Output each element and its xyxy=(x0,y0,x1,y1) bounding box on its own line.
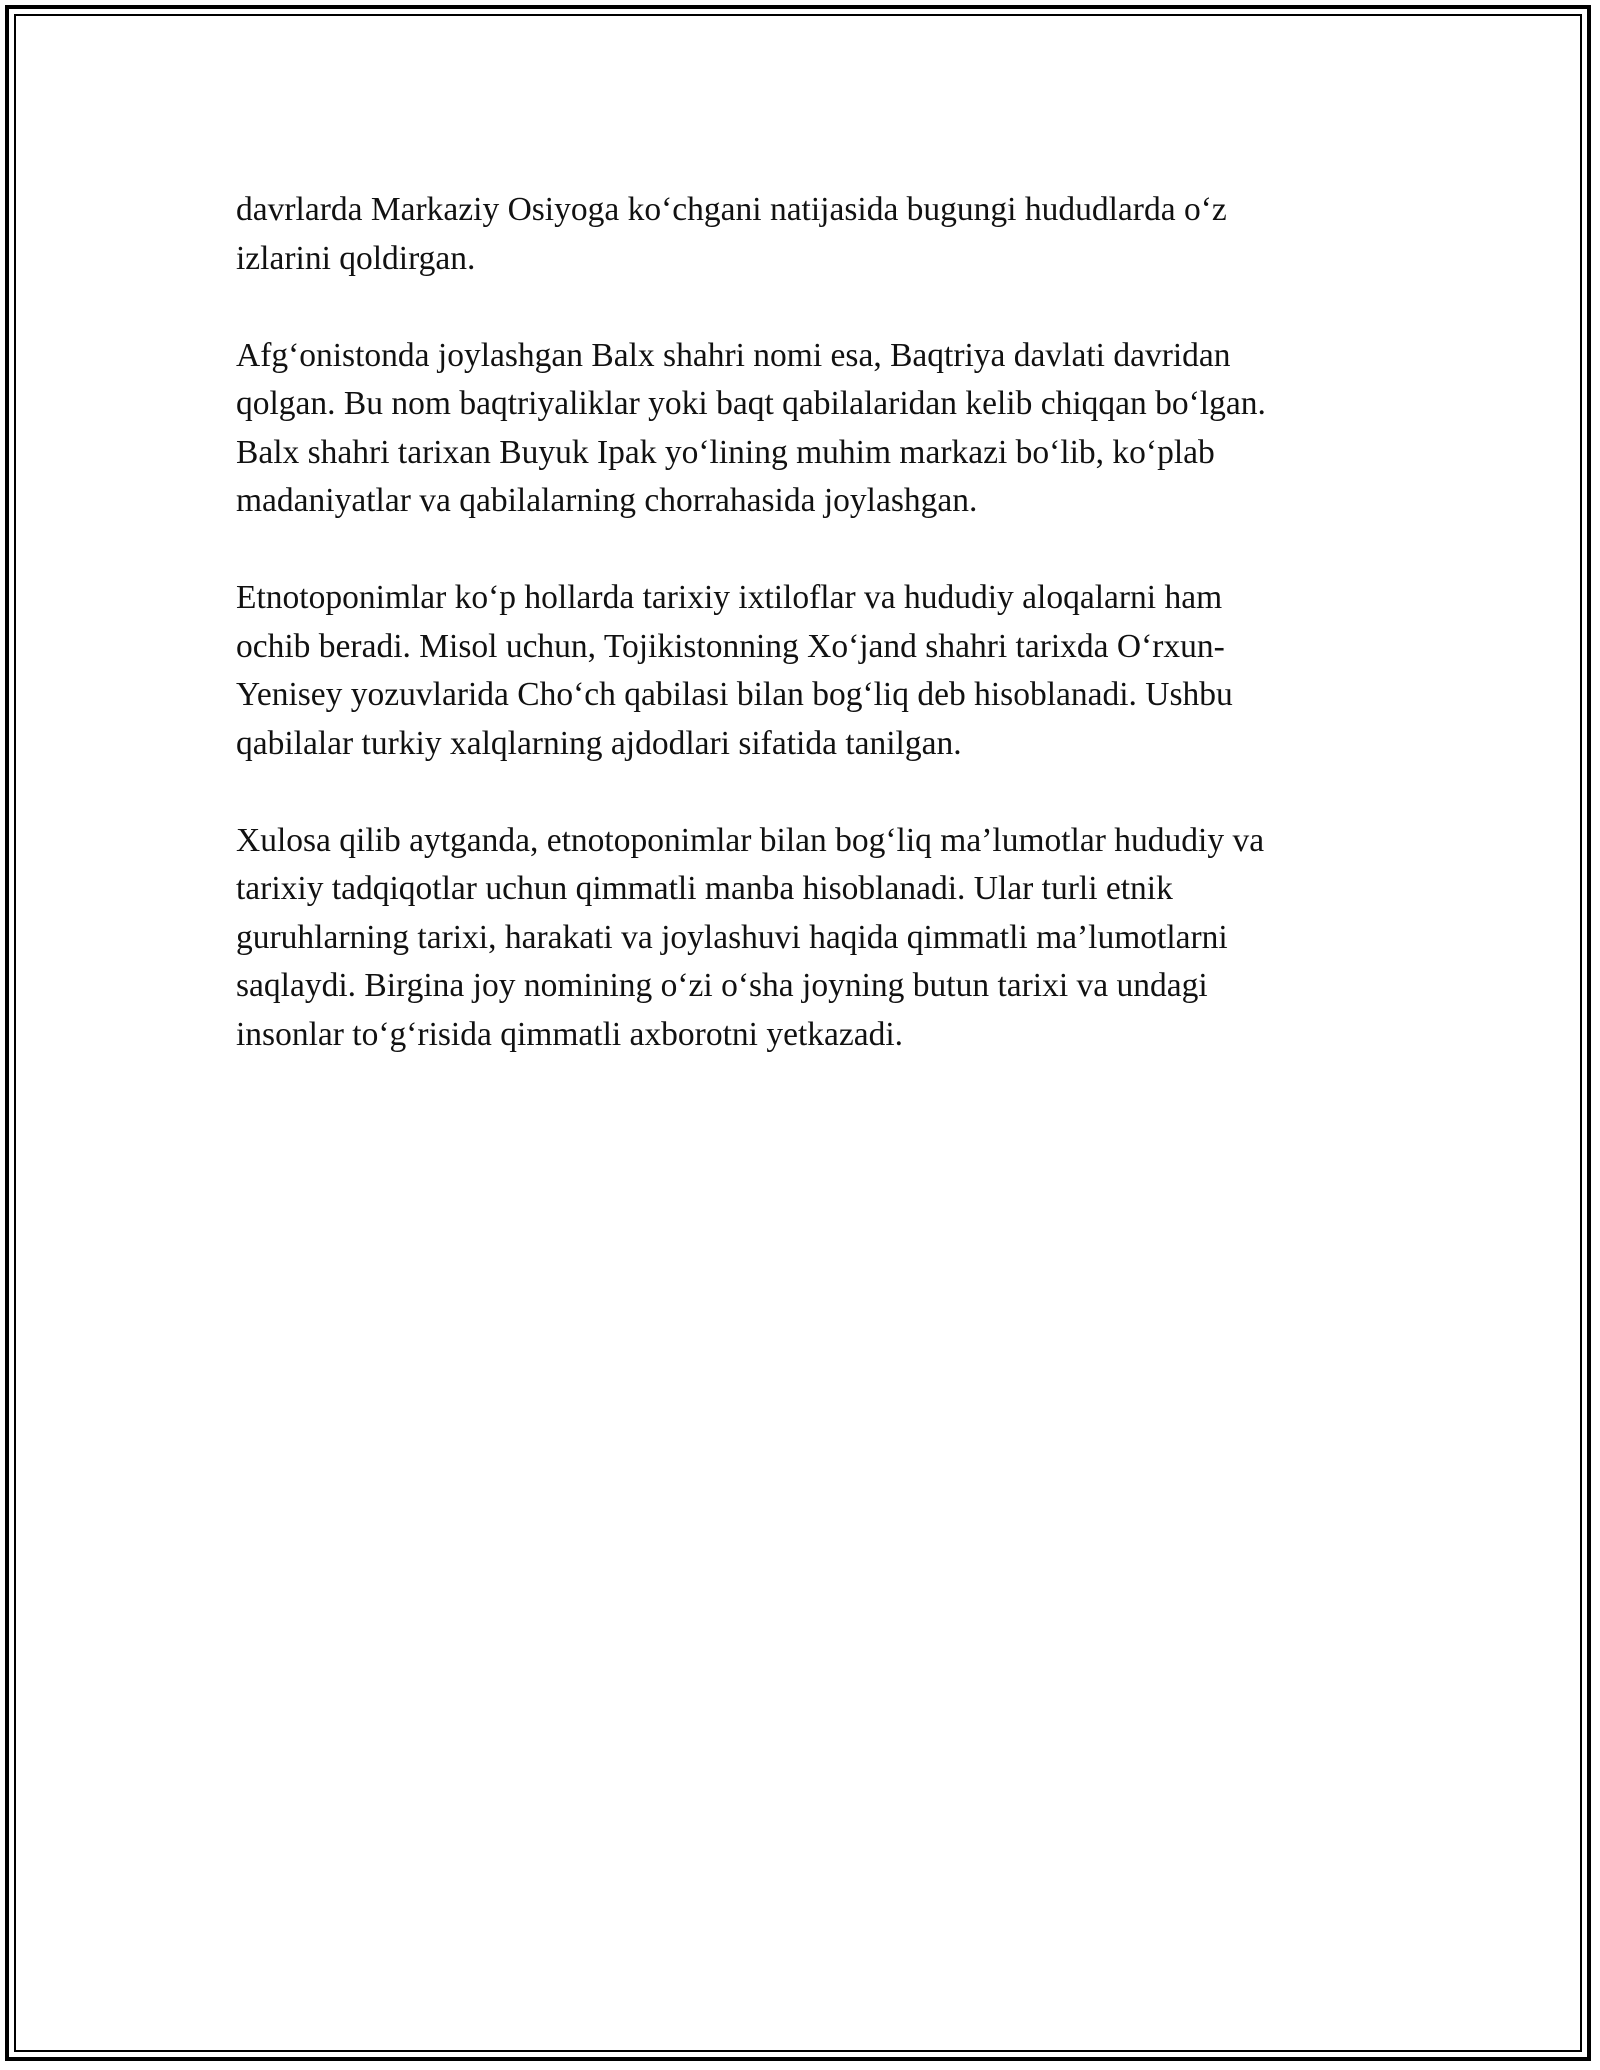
text-line: izlarini qoldirgan. xyxy=(236,239,476,277)
text-line: davrlarda Markaziy Osiyoga ko‘chgani natijasida bugungi hududlarda o‘z xyxy=(236,191,1227,228)
paragraph-4 xyxy=(236,817,1386,1060)
text-line: Etnotoponimlar ko‘p hollarda tarixiy ixtiloflar va hududiy aloqalarni ham xyxy=(236,579,1223,616)
paragraph-3 xyxy=(236,574,1386,768)
text-line: ochib beradi. Misol uchun, Tojikistonning Xo‘jand shahri tarixda O‘rxun- xyxy=(236,627,1225,665)
text-line: qolgan. Bu nom baqtriyaliklar yoki baqt qabilalaridan kelib chiqqan bo‘lgan. xyxy=(236,385,1266,422)
text-line: tarixiy tadqiqotlar uchun qimmatli manba hisoblanadi. Ular turli etnik xyxy=(236,870,1173,907)
document-body xyxy=(236,186,1386,1108)
text-line: saqlaydi. Birgina joy nomining o‘zi o‘sha joyning butun tarixi va undagi xyxy=(236,967,1208,1004)
text-line: insonlar to‘g‘risida qimmatli axborotni yetkazadi. xyxy=(236,1015,904,1053)
paragraph-2 xyxy=(236,332,1386,526)
text-line: Afg‘onistonda joylashgan Balx shahri nomi esa, Baqtriya davlati davridan xyxy=(236,336,1231,374)
text-line: Xulosa qilib aytganda, etnotoponimlar bilan bog‘liq ma’lumotlar hududiy va xyxy=(236,821,1265,859)
text-line: madaniyatlar va qabilalarning chorrahasida joylashgan. xyxy=(236,482,978,519)
paragraph-1 xyxy=(236,186,1386,283)
text-line: qabilalar turkiy xalqlarning ajdodlari sifatida tanilgan. xyxy=(236,724,962,762)
text-line: Yenisey yozuvlarida Cho‘ch qabilasi bilan bog‘liq deb hisoblanadi. Ushbu xyxy=(236,676,1233,713)
text-line: Balx shahri tarixan Buyuk Ipak yo‘lining muhim markazi bo‘lib, ko‘plab xyxy=(236,433,1215,471)
text-line: guruhlarning tarixi, harakati va joylashuvi haqida qimmatli ma’lumotlarni xyxy=(236,918,1228,956)
